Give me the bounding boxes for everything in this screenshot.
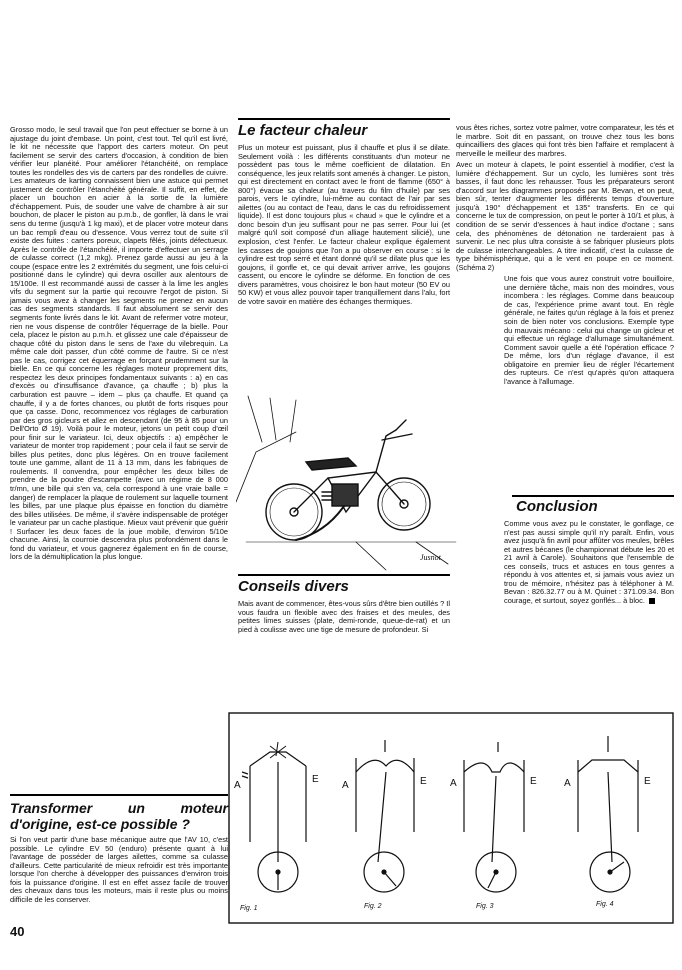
section-divider: [238, 118, 450, 120]
illustrator-signature: Jusnot: [420, 553, 441, 562]
section-divider: [512, 495, 674, 497]
end-of-article-icon: [649, 598, 655, 604]
diagram-label-e: E: [530, 776, 537, 787]
section-conclusion: [456, 498, 674, 608]
body-paragraph: Plus un moteur est puissant, plus il chauffe et plus il se dilate. Seulement voilà : les différents constituants d'un moteur ne possèdent pas tous le même coefficient de dilatation. En conséquence, les jeux relatifs sont amenés à changer. Le piston, qui est directement en contact avec le front de flamme (650° à 800°) évacue sa chaleur (au travers du film d'huile) par ses parois, vers le cylindre, lui-même au contact de l'air par ses ailettes (ou au contact de l'eau, dans le cas du refroidissement liquide). Il est donc toujours plus « chaud » que le cylindre et a donc besoin d'un jeu suffisant pour ne pas serrer. Pour lui (et malgré qu'il soit composé d'un alliage hautement silicié), une explosion, c'est l'enfer. Le facteur chaleur explique également les casses de goujons que l'on a pu observer en course : si le cylindre est trop serré et étant donné qu'il se dilate plus que les goujons, il gonfle et, ce qui devait arriver arrive, les goujons cassent, ou encore le cylindre se déforme. En fonction de ces divers paramètres, vous choisirez le bon haut moteur (50 EV ou 50 KW) et vous allez pouvoir taper tranquillement dans l'alu, fort de votre savoir en matière des échanges thermiques.: [238, 143, 450, 306]
body-paragraph: Avec un moteur à clapets, le point essentiel à modifier, c'est la lumière d'échappement. Sur un cyclo, les lumières sont très basses, il faut donc les rehausser. Tous les préparateurs seront d'accord sur les diagrammes proposés par M. Bevan, et on peut, bien sûr, tenter d'augmenter les différents temps d'ouverture jusqu'à 190° d'échappement et 135° transferts. En ce qui concerne le tux de compression, on peut le porter à 10/1 et plus, à condition de se servir d'essences à haut indice d'octane ; sans cela, des phénomènes de détonation ne tarderaient pas à survenir. Le nec plus ultra consiste à se fabriquer plusieurs plots de culasse interchangeables. A titre indicatif, c'est la culasse de type bihémisphérique, qui a le vent en poupe en ce moment. (Schéma 2): [456, 160, 674, 272]
section-heading: Conclusion: [516, 498, 598, 515]
body-paragraph: Si l'on veut partir d'une base mécanique autre que l'AV 10, c'est possible. Le cylindre EV 50 (enduro) présente quant à lui l'avantage de posséder de larges ailettes, comme sa culasse d'ailleurs. Cette particularité de mieux refroidir est très importante lorsque l'on cherche à développer des puissances d'environ trois fois la puissance d'origine. Il est en effet assez facile de trouver des chevaux dans tous les moteurs, mais il reste plus ou moins difficile de les conserver.: [10, 835, 228, 904]
diagram-label-e: E: [644, 776, 651, 787]
conclusion-text: Comme vous avez pu le constater, le gonflage, ce n'est pas aussi simple qu'il n'y paraît. Enfin, vous avez jusqu'à fin avril pour affûter vos meules, brêles et autres bécanes (le championnat débute les 20 et 21 avril à Carole). Souhaitons que l'ensemble de ces conseils, trucs et astuces en tous genres a répondu à vos attentes et, si jamais vous aviez un trou de mémoire, n'hésitez pas à téléphoner à M. Bevan : 826.32.77 ou à M. Quinet : 371.09.34. Bon courage, et surtout, soyez gonflés... à bloc.: [504, 519, 674, 605]
port-timing-diagrams: [228, 712, 674, 924]
body-paragraph: vous êtes riches, sortez votre palmer, votre comparateur, les tés et le marbre. Soit dit en passant, on trouve chez tous les bons quincailliers des glaces qui font très bien l'affaire et remplacent à merveille le meilleur des marbres.: [456, 123, 674, 158]
section-heading: Conseils divers: [238, 578, 349, 595]
section-facteur-chaleur: [238, 122, 450, 309]
section-divider: [238, 574, 450, 576]
diagram-label-a: A: [234, 780, 241, 791]
body-paragraph: Mais avant de commencer, êtes-vous sûrs d'être bien outillés ? Il vous faudra un flexible avec des fraises et des meules, des petites limes suisses (plate, demi-ronde, queue-de-rat) et un pied à coulisse avec une tige de mesure de profondeur. Si: [238, 599, 450, 634]
figure-caption: Fig. 4: [596, 901, 614, 908]
figure-caption: Fig. 3: [476, 903, 494, 910]
body-paragraph: Une fois que vous aurez construit votre bouilloire, une dernière tâche, mais non des moindres, vous incombera : les réglages. Comme dans beaucoup de cas, l'expérience prime avant tout. En règle générale, ne faites qu'un réglage à la fois et prenez soin de bien noter vos conclusions. Exemple type du mauvais mécano : celui qui change un gicleur et qui effectue un réglage d'allumage simultanément. Comment savoir quelle a été l'opération efficace ? De même, lors d'un réglage d'avance, il est obligatoire en premier lieu de régler l'écartement des rupteurs. Ce n'est qu'après qu'on attaquera l'avance à l'allumage.: [504, 274, 674, 386]
body-paragraph: [456, 520, 674, 605]
page-number: 40: [10, 924, 25, 939]
section-transformer: [10, 800, 228, 907]
figure-caption: Fig. 1: [240, 905, 258, 912]
section-conseils-divers: [238, 578, 450, 637]
body-paragraph: Grosso modo, le seul travail que l'on peut effectuer se borne à un ajustage du joint d'embase. Un point, c'est tout. Tel qu'il est livré, le kit ne nécessite que l'apport des carters moteur. On peut facilement se servir des carters d'occasion, à condition de bien vérifier leur planéité. Pour améliorer l'étanchéité, on remplace toutes les rondelles des vis de carters par des rondelles de cuivre. Les amateurs de karting connaissent bien une astuce qui permet justement de contrôler l'étanchéité générale. Il suffit, en effet, de placer un bouchon en acier à la sortie de la lumière d'échappement. Puis, de souder une valve de chambre à air sur bouchon, de placer le piston au p.m.b., de gonfler, là dans le vrai sens du terme (jusqu'à 1 kg maxi), et de placer votre moteur dans un bac rempli d'eau ou d'essence. Vous verrez tout de suite s'il existe des fuites : carters poreux, clapets fêlés, joints défectueux. Après le contrôle de l'étanchéité, il importe d'effectuer un serrage de culasse correct (1,2 mkg). Prenez garde aussi au jeu à la coupe (espace entre les 2 extrémités du segment, une fois celui-ci positionné dans le cylindre) qui devra osciller aux alentours de 15/100e. Il est recommandé aussi de casser à la lime les angles vifs du segment sur la partie qui recouvre l'ergot de piston. Si jamais vous avez à changer les segments ne prenez en aucun cas des segments standards. Il faut absolument se servir des segments fonte livrés dans le kit. Avant de refermer votre moteur, rien ne vous dispense de contrôler l'équerrage de la bielle. Pour cela, placez le piston au p.m.h. et glissez une cale d'épaisseur de chaque côté du piston dans le sens de l'axe du vilebrequin. La même cale doit passer, d'un côté comme de l'autre. Si ce n'est pas le cas, corrigez cet équerrage en forçant prudemment sur la bielle. En ce qui concerne les réglages moteur proprement dits, respectez les deux principes fondamentaux suivants : a) en cas d'excès ou d'insuffisance d'avance, ça chauffe ; b) plus la carburation est pauvre – idem – plus ça chauffe. Et quand ça chauffe, il y a de fortes chances, ou plutôt de forts risques pour que ça casse. Donc, recommencez vos réglages de carburation par des gros gicleurs et allez en descendant (de 95 à 85 pour un Dell'Orto Ø 19). Voilà pour le moteur, jetons un petit coup d'œil pour finir sur le variateur. Ici, deux objectifs : a) empêcher le variateur de monter trop rapidement ; pour cela il faut se servir de billes plus petites, donc plus légères. On en trouve facilement toute une gamme, allant de 11 à 13 mm, dans les fabriques de roulements. Il convendra, pour empêcher les deux billes de prendre de la poudre d'escampette (avec un régime de 8 000 tr/mn, une bille qui s'en va, cela correspond à une vraie balle = danger) de remplacer la plaque de roulement sur laquelle tournent les billes, par une plaque plus épaisse en fonction du diamètre des billes utilisées. De même, il s'avère indispensable de protéger le variateur par un cache plastique. Mieux vaut prévenir que guérir ! Surfacer les deux faces de la joue mobile, d'environ 5/10e chacune. Ainsi, la courroie descendra plus profondément dans le fond du variateur, et vous gagnerez également en fin de course, lors de la démultiplication la plus longue.: [10, 125, 228, 562]
moped-illustration: [236, 392, 464, 574]
diagram-label-e: E: [312, 774, 319, 785]
article-column-left: [10, 126, 228, 565]
section-heading: Le facteur chaleur: [238, 122, 368, 139]
diagram-label-e: E: [420, 776, 427, 787]
diagram-frame: [228, 712, 674, 924]
diagram-label-a: A: [564, 778, 571, 789]
diagram-label-a: A: [450, 778, 457, 789]
section-heading: Transformer un moteur d'origine, est-ce possible ?: [10, 800, 228, 832]
section-divider: [10, 794, 228, 796]
figure-caption: Fig. 2: [364, 903, 382, 910]
diagram-label-a: A: [342, 780, 349, 791]
article-column-right: [456, 124, 674, 389]
